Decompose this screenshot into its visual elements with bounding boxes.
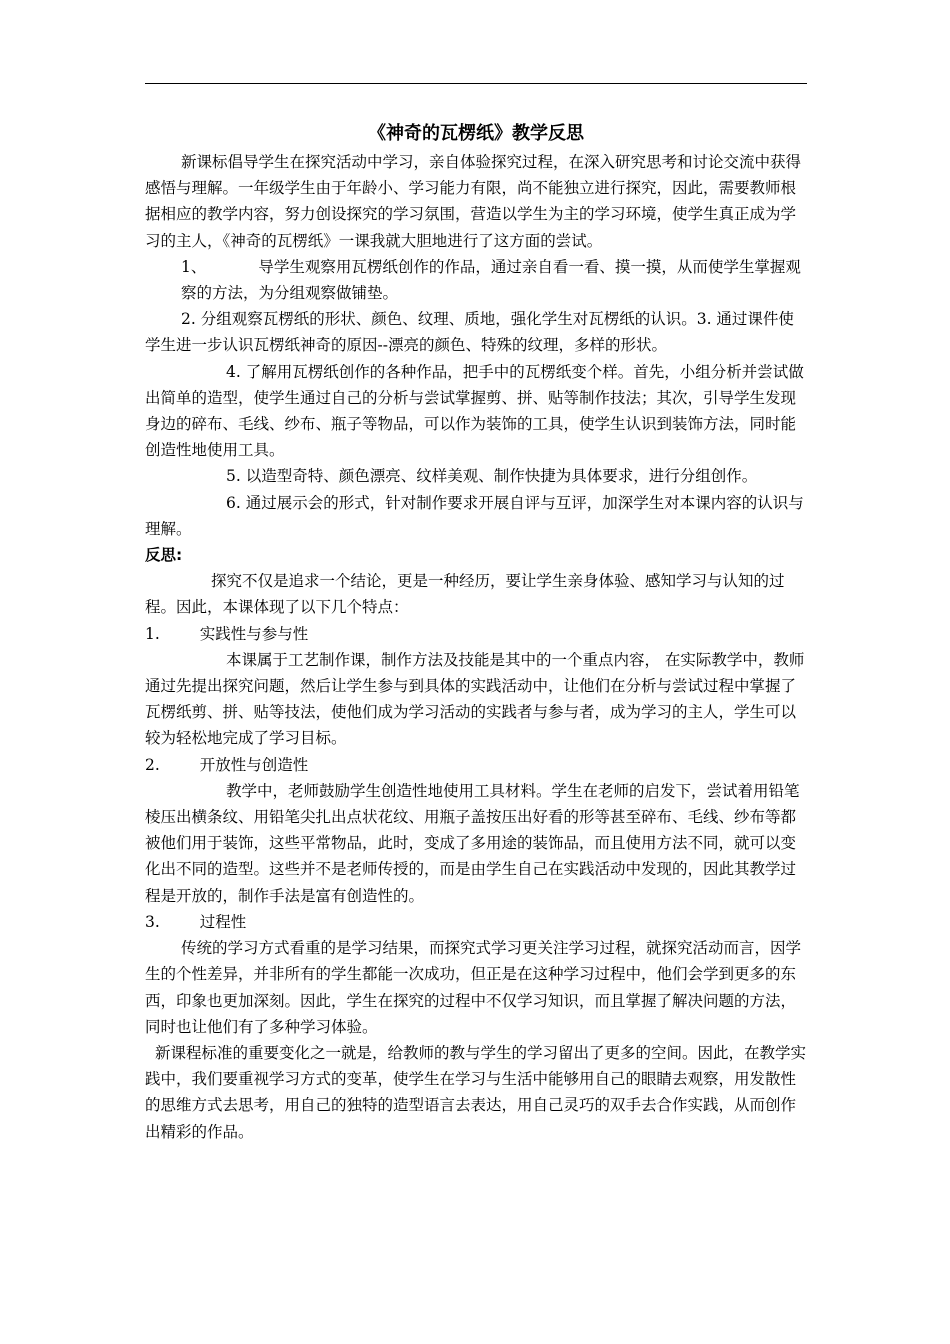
step-1-text: 导学生观察用瓦楞纸创作的作品，通过亲自看一看、摸一摸，从而使学生掌握观察的方法，为分组观察做铺垫。: [181, 257, 801, 303]
point-1-title: 实践性与参与性: [199, 624, 309, 643]
step-4: 4. 了解用瓦楞纸创作的各种作品，把手中的瓦楞纸变个样。首先，小组分析并尝试做出简单的造型，使学生通过自己的分析与尝试掌握剪、拼、贴等制作技法；其次，引导学生发现身边的碎布、毛线、纱布、瓶子等物品，可以作为装饰的工具，使学生认识到装饰方法，同时能创造性地使用工具。: [145, 362, 804, 460]
point-1-text: 本课属于工艺制作课，制作方法及技能是其中的一个重点内容， 在实际教学中，教师通过先提出探究问题，然后让学生参与到具体的实践活动中，让他们在分析与尝试过程中掌握了瓦楞纸剪、拼、贴等技法，使他们成为学习活动的实践者与参与者，成为学习的主人，学生可以较为轻松地完成了学习目标。: [145, 650, 805, 748]
point-2-heading: [145, 752, 807, 778]
point-3-title: 过程性: [199, 912, 247, 931]
point-2-title: 开放性与创造性: [199, 755, 309, 774]
point-3-heading: [145, 909, 807, 935]
closing-paragraph: 新课程标准的重要变化之一就是，给教师的教与学生的学习留出了更多的空间。因此，在教学实践中，我们要重视学习方式的变革，使学生在学习与生活中能够用自己的眼睛去观察，用发散性的思维方式去思考，用自己的独特的造型语言去表达，用自己灵巧的双手去合作实践，从而创作出精彩的作品。: [145, 1043, 807, 1141]
intro-paragraph: 新课标倡导学生在探究活动中学习，亲自体验探究过程，在深入研究思考和讨论交流中获得感悟与理解。一年级学生由于年龄小、学习能力有限，尚不能独立进行探究，因此，需要教师根据相应的教学内容，努力创设探究的学习氛围，营造以学生为主的学习环境，使学生真正成为学习的主人，《神奇的瓦楞纸》一课我就大胆地进行了这方面的尝试。: [145, 153, 802, 250]
step-6: 6. 通过展示会的形式，针对制作要求开展自评与互评，加深学生对本课内容的认识与理解。: [145, 493, 804, 538]
step-2: 2. 分组观察瓦楞纸的形状、颜色、纹理、质地，强化学生对瓦楞纸的认识。3. 通过课件使学生进一步认识瓦楞纸神奇的原因--漂亮的颜色、特殊的纹理，多样的形状。: [145, 310, 794, 355]
header-rule: [145, 83, 807, 84]
step-1-number: 1、: [181, 257, 207, 276]
reflection-heading: 反思:: [145, 546, 183, 565]
point-3-text: 传统的学习方式看重的是学习结果，而探究式学习更关注学习过程，就探究活动而言，因学生的个性差异，并非所有的学生都能一次成功，但正是在这种学习过程中，他们会学到更多的东西，印象也更加深刻。因此，学生在探究的过程中不仅学习知识，而且掌握了解决问题的方法，同时也让他们有了多种学习体验。: [145, 939, 802, 1036]
step-5: 5. 以造型奇特、颜色漂亮、纹样美观、制作快捷为具体要求，进行分组创作。: [226, 467, 758, 486]
step-1: [145, 254, 807, 306]
point-3-number: 3.: [145, 912, 160, 931]
point-1-heading: [145, 621, 807, 647]
page-title: 《神奇的瓦楞纸》教学反思: [368, 123, 584, 144]
point-1-number: 1.: [145, 624, 160, 643]
point-2-text: 教学中，老师鼓励学生创造性地使用工具材料。学生在老师的启发下，尝试着用铅笔棱压出横条纹、用铅笔尖扎出点状花纹、用瓶子盖按压出好看的形等甚至碎布、毛线、纱布等都被他们用于装饰，这些平常物品，此时，变成了多用途的装饰品，而且使用方法不同，就可以变化出不同的造型。这些并不是老师传授的，而是由学生自己在实践活动中发现的，因此其教学过程是开放的，制作手法是富有创造性的。: [145, 781, 800, 905]
document-body: [145, 149, 807, 1145]
point-2-number: 2.: [145, 755, 160, 774]
reflection-intro: 探究不仅是追求一个结论，更是一种经历，要让学生亲身体验、感知学习与认知的过程。因此，本课体现了以下几个特点：: [145, 572, 785, 617]
